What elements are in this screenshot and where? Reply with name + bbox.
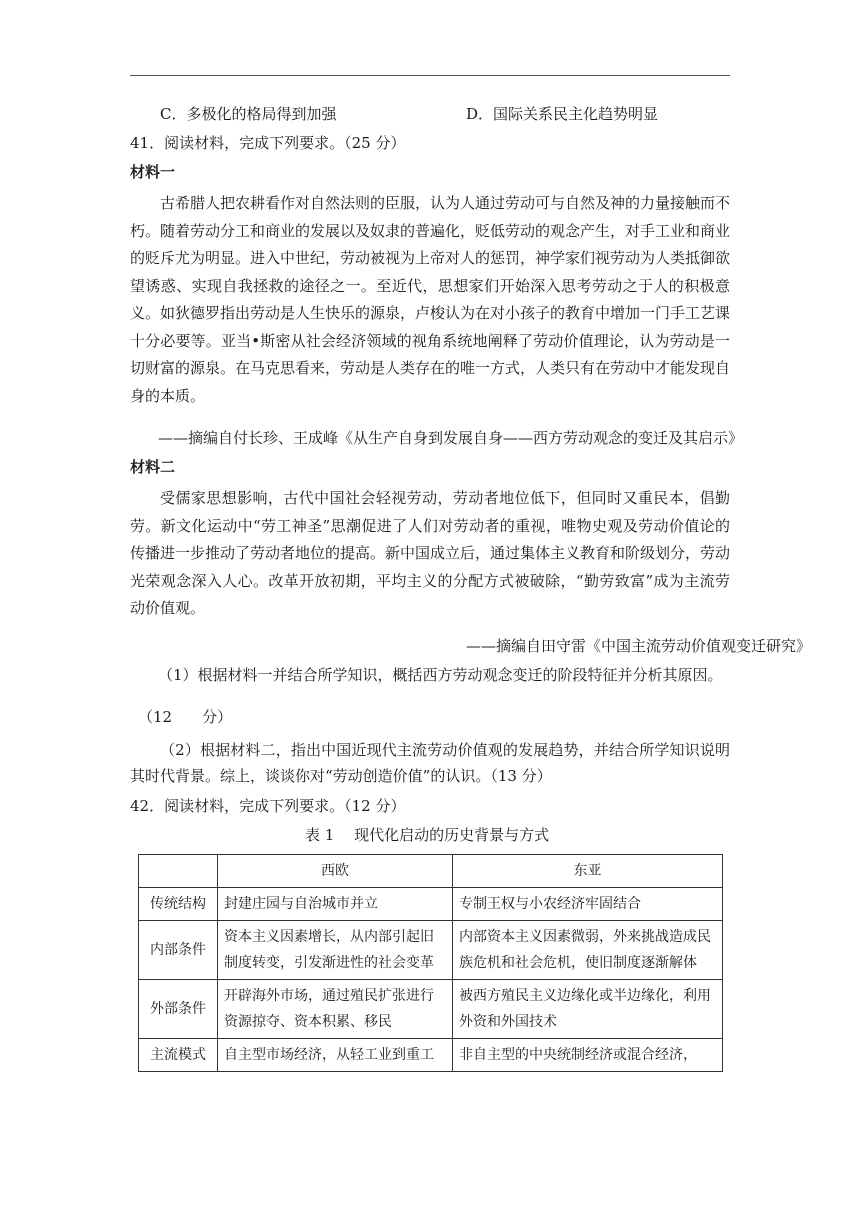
- table-cell: 资本主义因素增长，从内部引起旧制度转变，引发渐进性的社会变革: [218, 921, 453, 980]
- table-cell: 专制王权与小农经济牢固结合: [453, 888, 723, 921]
- table-row: [139, 980, 723, 1039]
- material-1-source: ——摘编自付长珍、王成峰《从生产自身到发展自身——西方劳动观念的变迁及其启示》: [158, 429, 744, 447]
- material-2-title: 材料二: [130, 458, 176, 476]
- history-table: [138, 854, 723, 1072]
- option-c: C．多极化的格局得到加强: [160, 105, 337, 123]
- sub-question-1: （1）根据材料一并结合所学知识，概括西方劳动观念变迁的阶段特征并分析其原因。: [158, 666, 723, 684]
- table-row-label: 内部条件: [139, 921, 218, 980]
- sub-question-1-score: （12 分）: [138, 708, 233, 726]
- material-2-body: 受儒家思想影响，古代中国社会轻视劳动，劳动者地位低下，但同时又重民本，倡勤劳。新文化运动中“劳工神圣”思潮促进了人们对劳动者的重视，唯物史观及劳动价值论的传播进一步推动了劳动者地位的提高。新中国成立后，通过集体主义教育和阶级划分，劳动光荣观念深入人心。改革开放初期，平均主义的分配方式被破除，“勤劳致富”成为主流劳动价值观。: [130, 489, 731, 617]
- table-cell: 内部资本主义因素微弱，外来挑战造成民族危机和社会危机，使旧制度逐渐解体: [453, 921, 723, 980]
- table-cell: 自主型市场经济，从轻工业到重工: [218, 1039, 453, 1072]
- table-cell: 封建庄园与自治城市并立: [218, 888, 453, 921]
- header-rule: [130, 75, 730, 76]
- sub-question-2: （2）根据材料二，指出中国近现代主流劳动价值观的发展趋势，并结合所学知识说明其时代背景。综上，谈谈你对“劳动创造价值”的认识。（13 分）: [130, 741, 730, 785]
- table-row-label: 传统结构: [139, 888, 218, 921]
- option-d: D．国际关系民主化趋势明显: [466, 105, 659, 123]
- table-row: [139, 888, 723, 921]
- table-cell: 非自主型的中央统制经济或混合经济，: [453, 1039, 723, 1072]
- question-42-heading: 42．阅读材料，完成下列要求。（12 分）: [130, 797, 406, 815]
- table-header-cell: [139, 855, 218, 888]
- table-row-label: 主流模式: [139, 1039, 218, 1072]
- table-cell: 开辟海外市场，通过殖民扩张进行资源掠夺、资本积累、移民: [218, 980, 453, 1039]
- table-header-cell: 西欧: [218, 855, 453, 888]
- question-41-heading: 41．阅读材料，完成下列要求。（25 分）: [130, 134, 406, 152]
- material-2-source: ——摘编自田守雷《中国主流劳动价值观变迁研究》: [466, 637, 812, 655]
- table-caption: 表 1 现代化启动的历史背景与方式: [305, 826, 550, 844]
- table-row-label: 外部条件: [139, 980, 218, 1039]
- table-header-row: [139, 855, 723, 888]
- table-header-cell: 东亚: [453, 855, 723, 888]
- material-1-body: 古希腊人把农耕看作对自然法则的臣服，认为人通过劳动可与自然及神的力量接触而不朽。随着劳动分工和商业的发展以及奴隶的普遍化，贬低劳动的观念产生，对手工业和商业的贬斥尤为明显。进入中世纪，劳动被视为上帝对人的惩罚，神学家们视劳动为人类抵御欲望诱惑、实现自我拯救的途径之一。至近代，思想家们开始深入思考劳动之于人的积极意义。如狄德罗指出劳动是人生快乐的源泉，卢梭认为在对小孩子的教育中增加一门手工艺课十分必要等。亚当•斯密从社会经济领域的视角系统地阐释了劳动价值理论，认为劳动是一切财富的源泉。在马克思看来，劳动是人类存在的唯一方式，人类只有在劳动中才能发现自身的本质。: [130, 194, 731, 405]
- material-1-title: 材料一: [130, 163, 176, 181]
- table-row: [139, 1039, 723, 1072]
- table-cell: 被西方殖民主义边缘化或半边缘化，利用外资和外国技术: [453, 980, 723, 1039]
- table-row: [139, 921, 723, 980]
